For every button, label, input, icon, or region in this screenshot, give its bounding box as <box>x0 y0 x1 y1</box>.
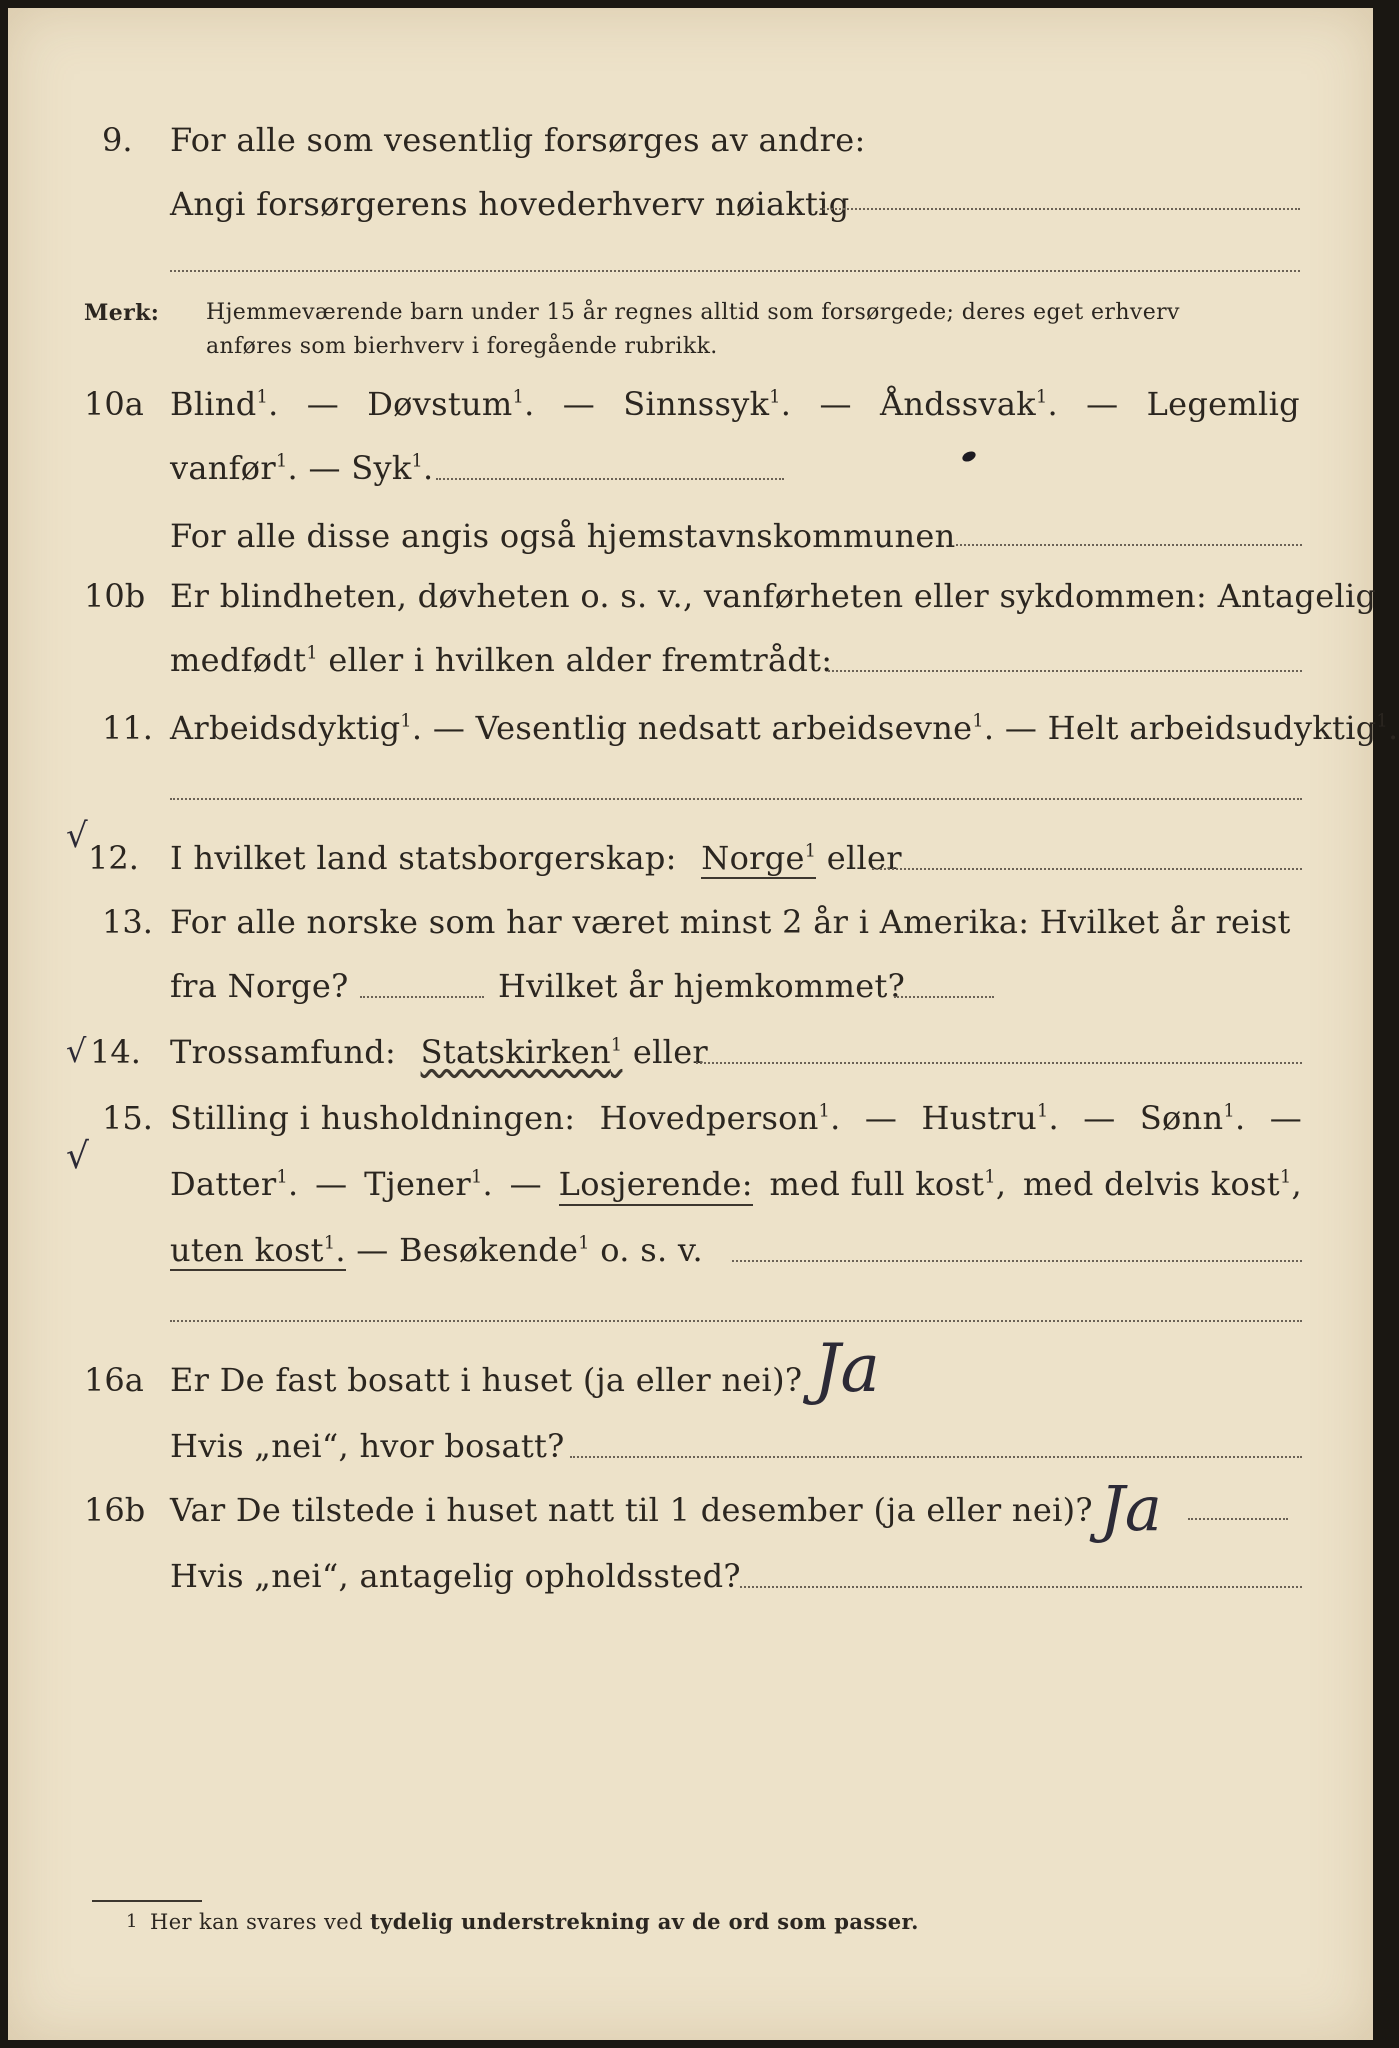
option-sonn[interactable]: Sønn$^1$. <box>1139 1099 1246 1137</box>
q9-answer-line[interactable] <box>820 208 1300 210</box>
option-dovstum[interactable]: Døvstum$^1$. <box>367 385 535 423</box>
option-hovedperson[interactable]: Hovedperson$^1$. <box>599 1099 841 1137</box>
q13-reist-line[interactable] <box>360 996 484 998</box>
q16a-handwritten-answer[interactable]: Ja <box>814 1330 880 1407</box>
option-syk[interactable]: Syk$^1$. <box>351 449 434 487</box>
option-andssvak[interactable]: Åndssvak$^1$. <box>879 385 1058 423</box>
q10a-line2: vanfør$^1$. — Syk$^1$. <box>170 449 434 487</box>
q11-number: 11. <box>102 709 153 747</box>
option-udyktig[interactable]: Helt arbeidsudyktig$^1$. <box>1047 709 1399 747</box>
q16b-prompt: Hvis „nei“, antagelig opholdssted? <box>170 1557 741 1595</box>
merk-note-line2: anføres som bierhverv i foregående rubrikk. <box>206 334 718 359</box>
q16b-number: 16b <box>84 1491 146 1529</box>
q16b-opholdssted-line[interactable] <box>740 1586 1302 1588</box>
q9-prompt: Angi forsørgerens hovederhverv nøiaktig <box>170 185 850 223</box>
q13-hjemkommet: Hvilket år hjemkommet? <box>498 967 906 1005</box>
q14-number: 14. <box>90 1033 141 1071</box>
q13-line1: For alle norske som har været minst 2 år i Amerika: Hvilket år reist <box>170 903 1291 941</box>
option-arbeidsdyktig[interactable]: Arbeidsdyktig$^1$. <box>170 709 423 747</box>
q14-line: Trossamfund: Statskirken$^1$ eller <box>170 1033 709 1071</box>
q11-line: Arbeidsdyktig$^1$. — Vesentlig nedsatt arbeidsevne$^1$. — Helt arbeidsudyktig$^1$. <box>170 709 1399 747</box>
q10a-line1: Blind$^1$. — Døvstum$^1$. — Sinnssyk$^1$. — Åndssvak$^1$. — Legemlig <box>170 385 1300 423</box>
q10b-line1: Er blindheten, døvheten o. s. v., vanførheten eller sykdommen: Antagelig <box>170 577 1377 615</box>
q10a-number: 10a <box>84 385 144 423</box>
option-losjerende-underlined[interactable]: Losjerende: <box>559 1164 753 1206</box>
q16b-question: Var De tilstede i huset natt til 1 desember (ja eller nei)? <box>170 1491 1093 1529</box>
q15-line2: Datter$^1$. — Tjener$^1$. — Losjerende: med full kost$^1$, med delvis kost$^1$, <box>170 1164 1302 1206</box>
footnote-text: Her kan svares ved tydelig understrekning av de ord som passer. <box>150 1909 919 1934</box>
q9-number: 9. <box>102 121 133 159</box>
option-datter[interactable]: Datter$^1$. <box>170 1165 299 1203</box>
option-hustru[interactable]: Hustru$^1$. <box>921 1099 1059 1137</box>
option-delvis-kost[interactable]: med delvis kost$^1$, <box>1023 1165 1302 1203</box>
q12-tick-mark: √ <box>66 816 88 856</box>
option-legemlig[interactable]: Legemlig <box>1146 385 1300 423</box>
q13-hjemkommet-line[interactable] <box>894 996 994 998</box>
option-norge-underlined[interactable]: Norge$^1$ <box>701 839 817 877</box>
q15-answer-line[interactable] <box>732 1260 1302 1262</box>
option-full-kost[interactable]: med full kost$^1$, <box>769 1165 1007 1203</box>
q15-line1: Stilling i husholdningen: Hovedperson$^1$. — Hustru$^1$. — Sønn$^1$. — <box>170 1099 1302 1137</box>
option-tjener[interactable]: Tjener$^1$. <box>364 1165 493 1203</box>
q15-number: 15. <box>102 1099 153 1137</box>
q12-line: I hvilket land statsborgerskap: Norge$^1$ eller <box>170 839 902 877</box>
q16a-answer-line[interactable] <box>570 1456 1302 1458</box>
merk-note-line1: Hjemmeværende barn under 15 år regnes alltid som forsørgede; deres eget erhverv <box>206 300 1180 325</box>
option-vanfor[interactable]: vanfør$^1$. <box>170 449 298 487</box>
q10a-hjemstavn-line[interactable] <box>956 544 1302 546</box>
q16a-prompt: Hvis „nei“, hvor bosatt? <box>170 1427 565 1465</box>
footnote-rule <box>92 1900 202 1902</box>
q16b-answer-line[interactable] <box>1188 1518 1288 1520</box>
q16a-question: Er De fast bosatt i huset (ja eller nei)? <box>170 1361 803 1399</box>
q10b-number: 10b <box>84 577 146 615</box>
q14-answer-line[interactable] <box>696 1062 1302 1064</box>
option-besokende[interactable]: Besøkende$^1$ <box>399 1231 590 1269</box>
census-form-page <box>8 8 1399 2040</box>
footnote-mark: 1 <box>126 1911 138 1932</box>
q10b-answer-line[interactable] <box>828 670 1302 672</box>
q9-question: For alle som vesentlig forsørges av andre: <box>170 121 866 159</box>
option-statskirken-underlined[interactable]: Statskirken$^1$ <box>420 1033 623 1071</box>
option-sinnssyk[interactable]: Sinnssyk$^1$. <box>623 385 792 423</box>
q10a-line3: For alle disse angis også hjemstavnskommunen <box>170 517 956 555</box>
option-nedsatt[interactable]: Vesentlig nedsatt arbeidsevne$^1$. <box>475 709 995 747</box>
merk-label: Merk: <box>84 300 160 326</box>
q13-fra-norge: fra Norge? <box>170 967 349 1005</box>
q16a-number: 16a <box>84 1361 144 1399</box>
q12-number: 12. <box>88 839 139 877</box>
q15-line3: uten kost$^1$. — Besøkende$^1$ o. s. v. <box>170 1231 703 1269</box>
q13-number: 13. <box>102 903 153 941</box>
q15-answer-line-2[interactable] <box>170 1320 1302 1322</box>
q11-answer-line[interactable] <box>170 798 1302 800</box>
q14-tick-mark: √ <box>66 1032 87 1070</box>
q10a-syk-line[interactable] <box>436 478 784 480</box>
option-uten-kost-underlined[interactable]: uten kost$^1$. <box>170 1231 346 1269</box>
q12-answer-line[interactable] <box>872 868 1302 870</box>
q16b-handwritten-answer[interactable]: Ja <box>1100 1472 1162 1545</box>
q10b-line2: medfødt$^1$ eller i hvilken alder fremtrådt: <box>170 641 833 679</box>
ink-blot <box>961 449 977 463</box>
option-blind[interactable]: Blind$^1$. <box>170 385 279 423</box>
q9-answer-line-2[interactable] <box>170 270 1300 272</box>
q15-tick-mark: √ <box>66 1136 89 1177</box>
option-medfodt[interactable]: medfødt$^1$ <box>170 641 318 679</box>
